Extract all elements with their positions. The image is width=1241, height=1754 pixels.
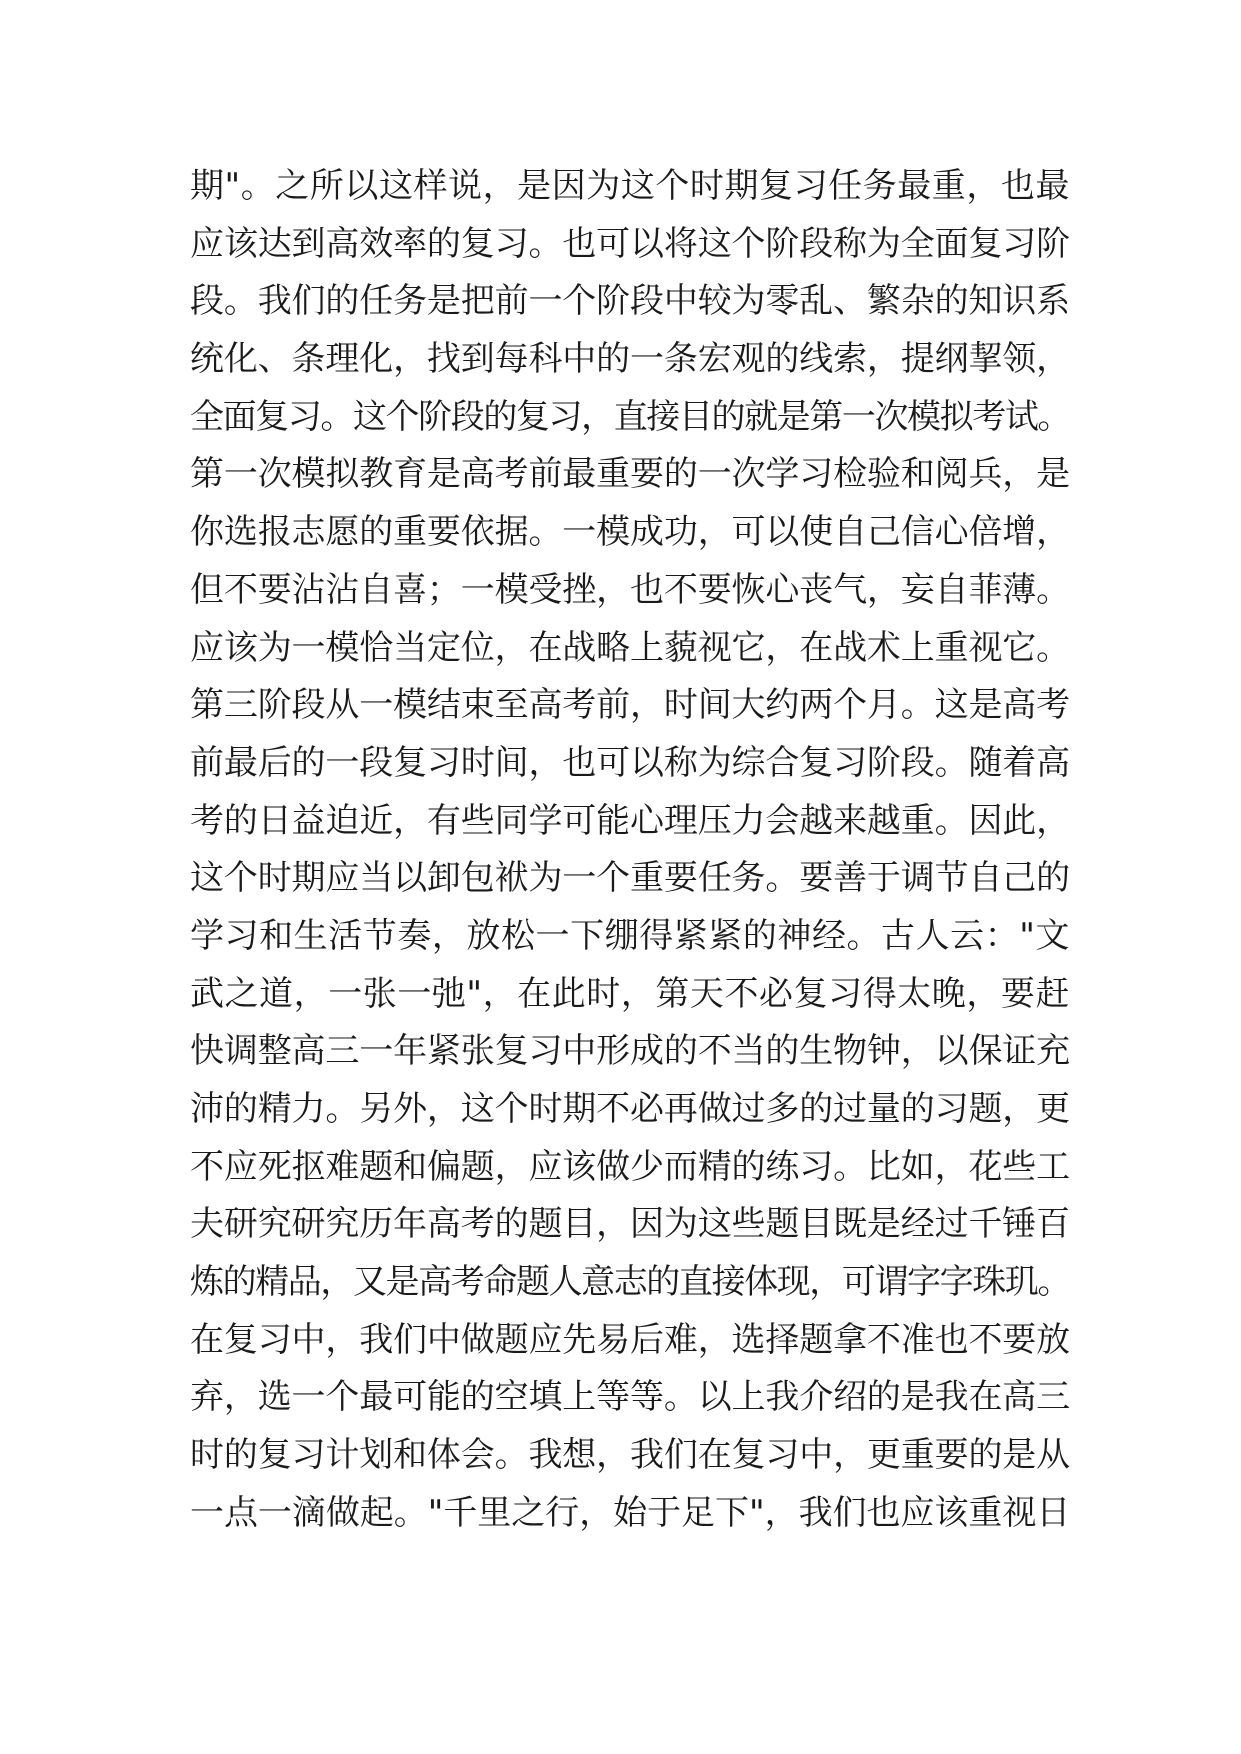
text-line: 期"。之所以这样说，是因为这个时期复习任务最重，也最 — [190, 166, 1070, 206]
text-line: 学习和生活节奏，放松一下绷得紧紧的神经。古人云："文 — [190, 915, 1070, 956]
text-line: 这个时期应当以卸包袱为一个重要任务。要善于调节自己的 — [190, 858, 1070, 899]
text-line: 段。我们的任务是把前一个阶段中较为零乱、繁杂的知识系 — [190, 281, 1070, 322]
text-line: 考的日益迫近，有些同学可能心理压力会越来越重。因此， — [190, 800, 1070, 841]
text-line: 时的复习计划和体会。我想，我们在复习中，更重要的是从 — [190, 1435, 1070, 1476]
text-line: 炼的精品，又是高考命题人意志的直接体现，可谓字字珠玑。 — [190, 1262, 1071, 1303]
text-line: 第一次模拟教育是高考前最重要的一次学习检验和阅兵，是 — [190, 454, 1070, 495]
text-line: 武之道，一张一弛"，在此时，第天不必复习得太晚，要赶 — [190, 973, 1070, 1014]
text-line: 统化、条理化，找到每科中的一条宏观的线索，提纲挈领， — [190, 339, 1070, 380]
text-line: 一点一滴做起。"千里之行，始于足下"，我们也应该重视日 — [190, 1492, 1071, 1533]
text-line: 你选报志愿的重要依据。一模成功，可以使自己信心倍增， — [190, 512, 1070, 553]
text-line: 应该达到高效率的复习。也可以将这个阶段称为全面复习阶 — [190, 223, 1070, 264]
text-line: 沛的精力。另外，这个时期不必再做过多的过量的习题，更 — [190, 1089, 1070, 1129]
text-line: 应该为一模恰当定位，在战略上藐视它，在战术上重视它。 — [190, 627, 1070, 668]
text-line: 快调整高三一年紧张复习中形成的不当的生物钟，以保证充 — [190, 1031, 1070, 1072]
text-line: 但不要沾沾自喜；一模受挫，也不要恢心丧气，妄自菲薄。 — [190, 569, 1070, 610]
text-line: 全面复习。这个阶段的复习，直接目的就是第一次模拟考试。 — [190, 396, 1071, 437]
text-line: 夫研究研究历年高考的题目，因为这些题目既是经过千锤百 — [190, 1204, 1070, 1245]
text-line: 第三阶段从一模结束至高考前，时间大约两个月。这是高考 — [190, 685, 1070, 726]
body-text — [190, 158, 1070, 1543]
text-line: 前最后的一段复习时间，也可以称为综合复习阶段。随着高 — [190, 742, 1070, 783]
text-line: 不应死抠难题和偏题，应该做少而精的练习。比如，花些工 — [190, 1146, 1070, 1187]
text-line: 在复习中，我们中做题应先易后难，选择题拿不准也不要放 — [190, 1319, 1070, 1360]
text-line: 弃，选一个最可能的空填上等等。以上我介绍的是我在高三 — [190, 1377, 1070, 1418]
